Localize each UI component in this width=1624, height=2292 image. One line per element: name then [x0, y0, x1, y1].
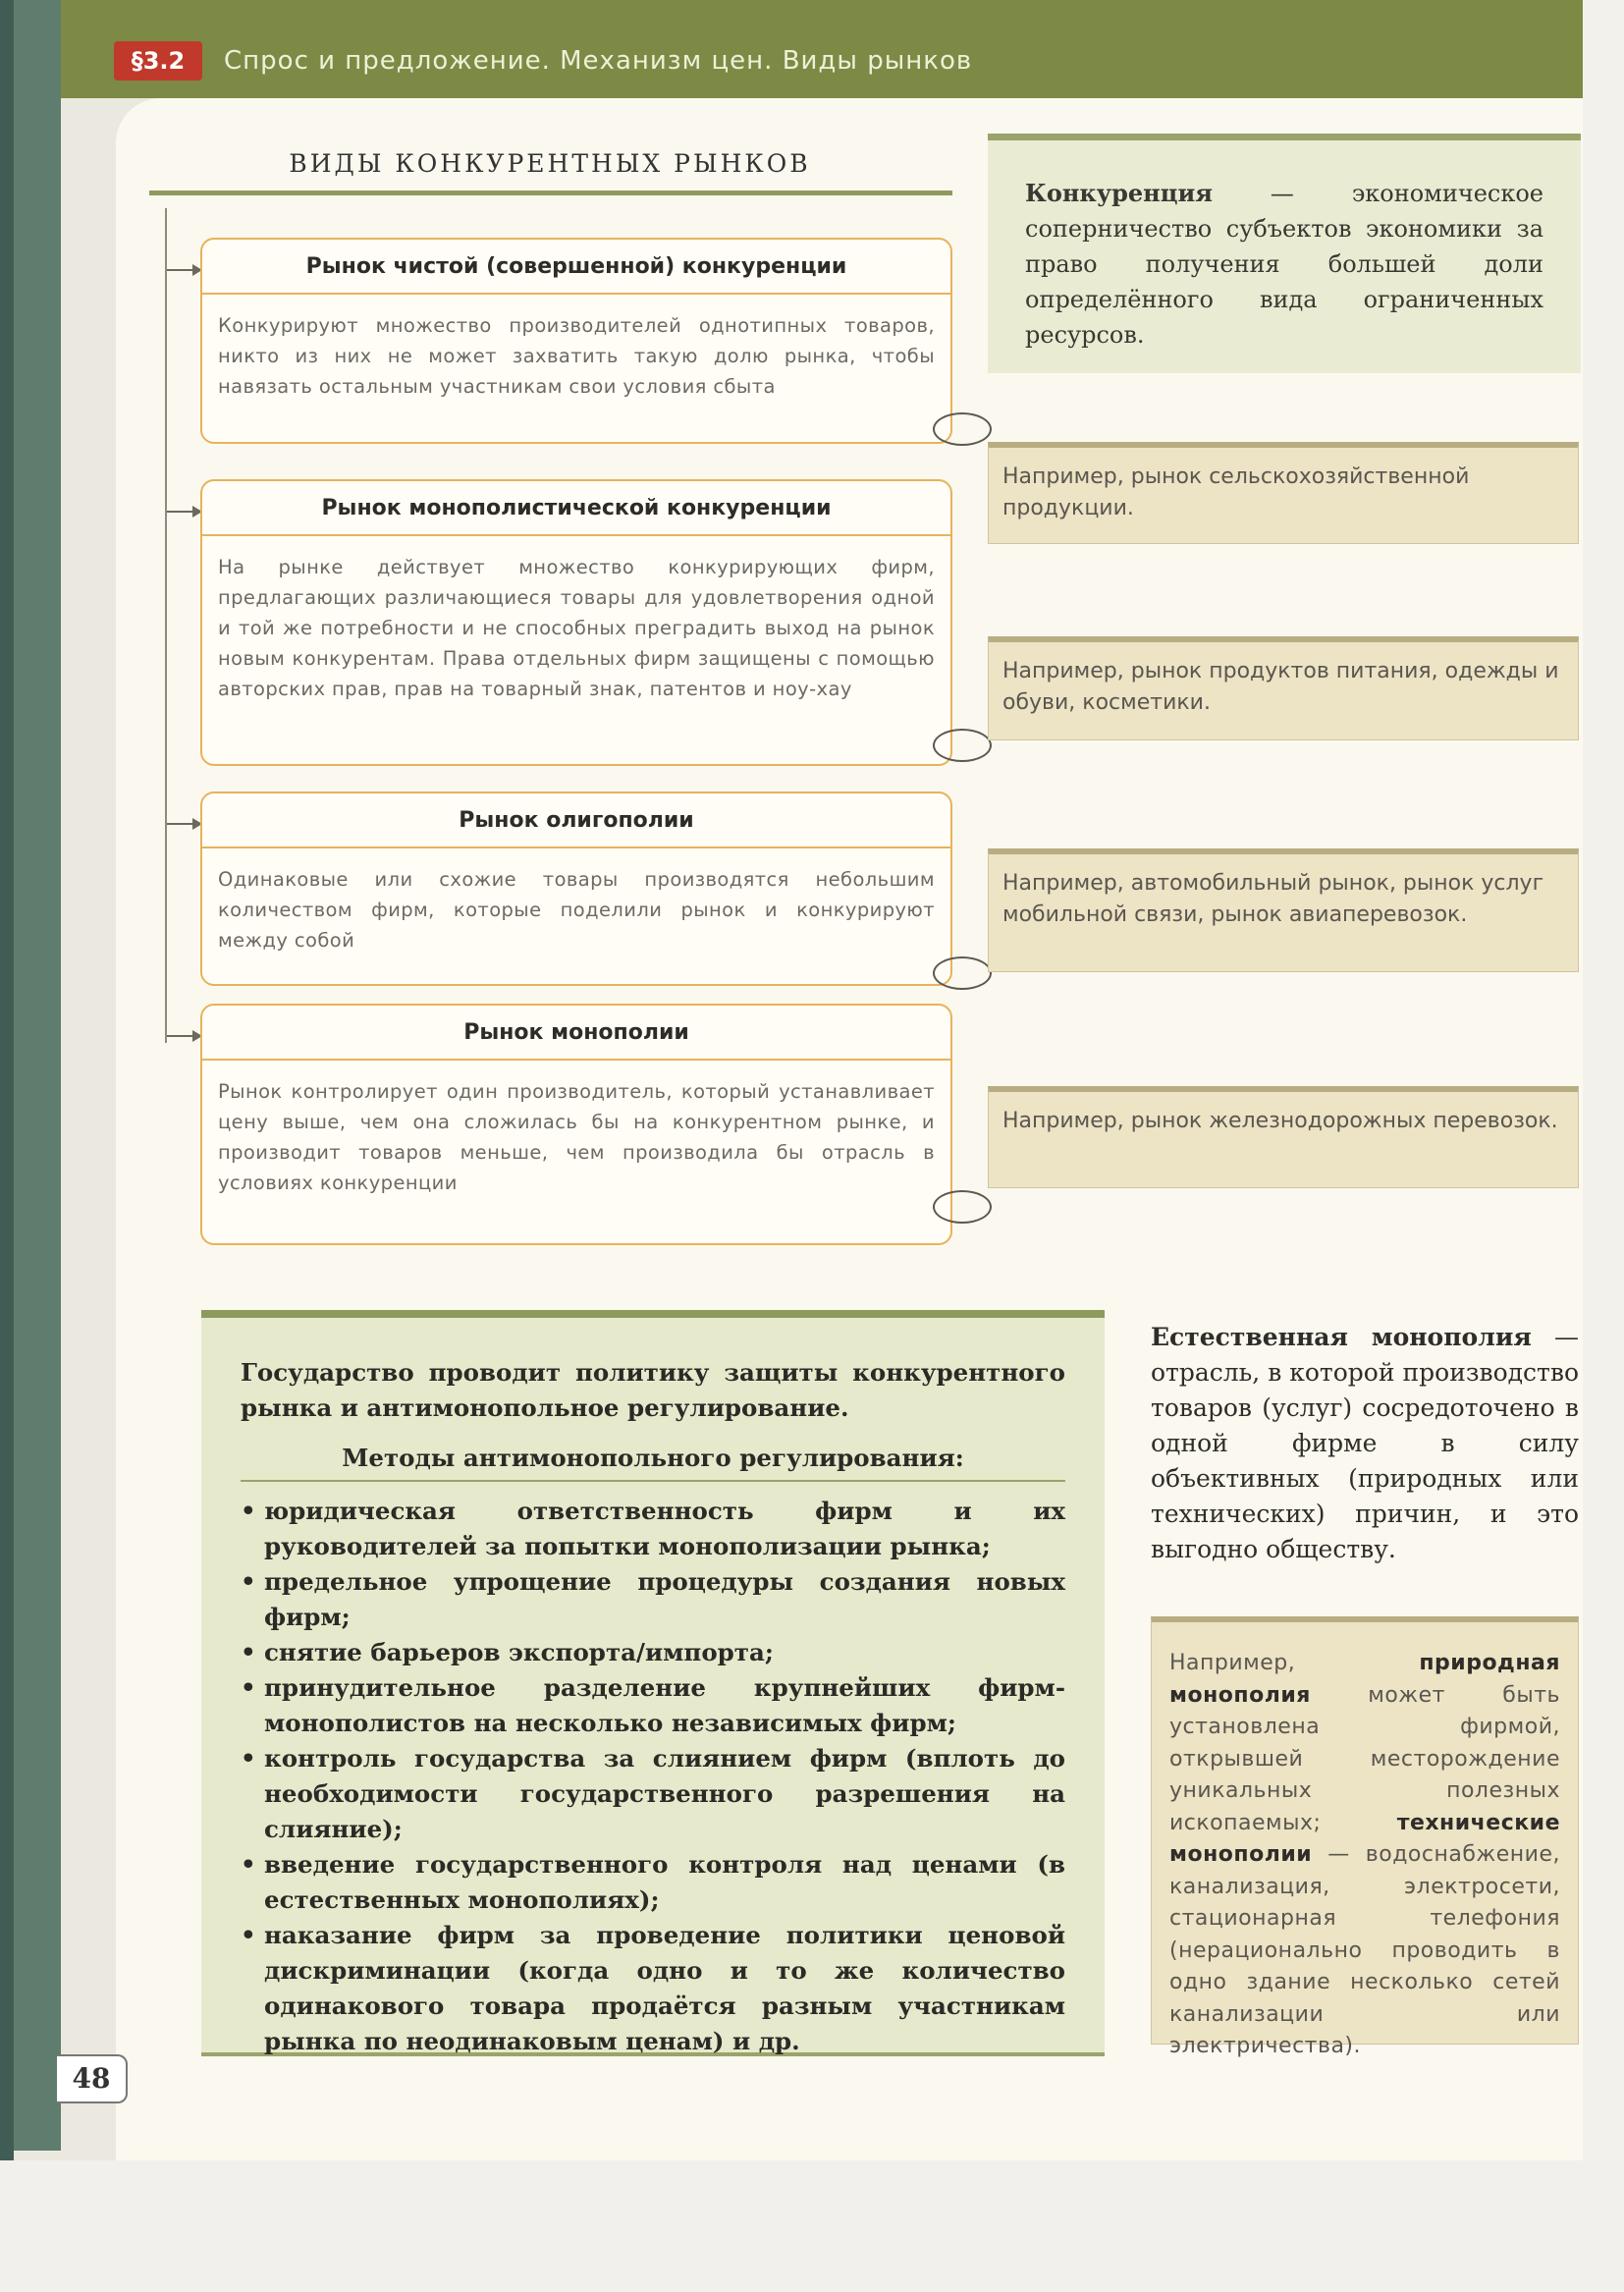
list-item: • предельное упрощение процедуры создания новых фирм;: [241, 1564, 1065, 1635]
list-item: • контроль государства за слиянием фирм (вплоть до необходимости государственного разрешения на слияние);: [241, 1741, 1065, 1847]
market-title: Рынок монополии: [202, 1006, 950, 1061]
bottom-margin: [0, 2160, 1624, 2292]
natural-monopoly-example: [1151, 1616, 1579, 2058]
tree-connector: [165, 208, 167, 1043]
chapter-title: Спрос и предложение. Механизм цен. Виды рынков: [224, 46, 973, 76]
connector-loop-icon: [933, 956, 992, 990]
arrow-icon: [167, 823, 200, 825]
paragraph-badge: §3.2: [114, 41, 202, 81]
connector-loop-icon: [933, 412, 992, 446]
market-description: На рынке действует множество конкурирующих фирм, предлагающих различающиеся товары для удовлетворения одной и той же потребности и не способных преградить выход на рынок новым конкурентам. Права отдельных фирм защищены с помощью авторских прав, прав на товарный знак, патентов и ноу-хау: [218, 556, 935, 700]
example-box: Например, автомобильный рынок, рынок услуг мобильной связи, рынок авиаперевозок.: [988, 848, 1579, 972]
definition-text: — экономическое соперничество субъектов экономики за право получения большей доли определённого вида ограниченных ресурсов.: [1025, 180, 1543, 349]
arrow-icon: [167, 269, 200, 271]
list-item: • юридическая ответственность фирм и их руководителей за попытки монополизации рынка;: [241, 1494, 1065, 1564]
natural-monopoly-term: Естественная монополия: [1151, 1323, 1532, 1351]
antimonopoly-box: [201, 1310, 1105, 2056]
example-text: Например,: [1169, 1651, 1420, 1675]
section-title: ВИДЫ КОНКУРЕНТНЫХ РЫНКОВ: [289, 149, 811, 178]
example-text: — водоснабжение, канализация, электросети, стационарная телефония (нерационально проводить в одно здание несколько сетей канализации или электричества).: [1169, 1842, 1560, 2058]
example-box: Например, рынок сельскохозяйственной продукции.: [988, 442, 1579, 544]
example-term: технические монополии: [1169, 1810, 1560, 1867]
market-box-monopolistic: [200, 479, 952, 766]
section-rule: [149, 191, 952, 195]
market-box-monopoly: [200, 1004, 952, 1245]
divider: [241, 1480, 1065, 1482]
arrow-icon: [167, 1035, 200, 1037]
list-item: • снятие барьеров экспорта/импорта;: [241, 1635, 1065, 1670]
definition-box: [988, 134, 1581, 373]
antimonopoly-intro: Государство проводит политику защиты конкурентного рынка и антимонопольное регулирование.: [241, 1358, 1065, 1422]
page-edge: [1583, 0, 1624, 2292]
market-description: Одинаковые или схожие товары производятся небольшим количеством фирм, которые поделили рынок и конкурируют между собой: [218, 868, 935, 952]
connector-loop-icon: [933, 1190, 992, 1224]
arrow-icon: [167, 511, 200, 513]
antimonopoly-heading: Методы антимонопольного регулирования:: [342, 1444, 964, 1472]
connector-loop-icon: [933, 729, 992, 762]
natural-monopoly-definition: [1151, 1320, 1579, 1567]
example-box: Например, рынок железнодорожных перевозок.: [988, 1086, 1579, 1188]
list-item: • введение государственного контроля над ценами (в естественных монополиях);: [241, 1847, 1065, 1918]
page-number: 48: [57, 2054, 128, 2103]
list-item: • наказание фирм за проведение политики ценовой дискриминации (когда одно и то же количество одинакового товара продаётся разным участникам рынка по неодинаковым ценам) и др.: [241, 1918, 1065, 2059]
example-term: природная монополия: [1169, 1651, 1560, 1708]
market-title: Рынок чистой (совершенной) конкуренции: [202, 240, 950, 295]
market-description: Конкурируют множество производителей однотипных товаров, никто из них не может захватить такую долю рынка, чтобы навязать остальным участникам свои условия сбыта: [218, 314, 935, 398]
market-description: Рынок контролирует один производитель, который устанавливает цену выше, чем она сложилась бы на конкурентном рынке, и производит товаров меньше, чем производила бы отрасль в условиях конкуренции: [218, 1080, 935, 1194]
antimonopoly-list: [241, 1494, 1065, 2059]
market-box-perfect: [200, 238, 952, 444]
list-item: • принудительное разделение крупнейших фирм-монополистов на несколько независимых фирм;: [241, 1670, 1065, 1741]
market-title: Рынок монополистической конкуренции: [202, 481, 950, 536]
book-spine: [0, 0, 14, 2292]
definition-term: Конкуренция: [1025, 179, 1213, 207]
natural-monopoly-text: — отрасль, в которой производство товаров (услуг) сосредоточено в одной фирме в силу объективных (природных или технических) причин, и это выгодно обществу.: [1151, 1323, 1579, 1563]
example-box: Например, рынок продуктов питания, одежды и обуви, косметики.: [988, 636, 1579, 740]
market-title: Рынок олигополии: [202, 793, 950, 848]
example-text: может быть установлена фирмой, открывшей месторождение уникальных полезных ископаемых;: [1169, 1682, 1560, 1835]
market-box-oligopoly: [200, 791, 952, 986]
